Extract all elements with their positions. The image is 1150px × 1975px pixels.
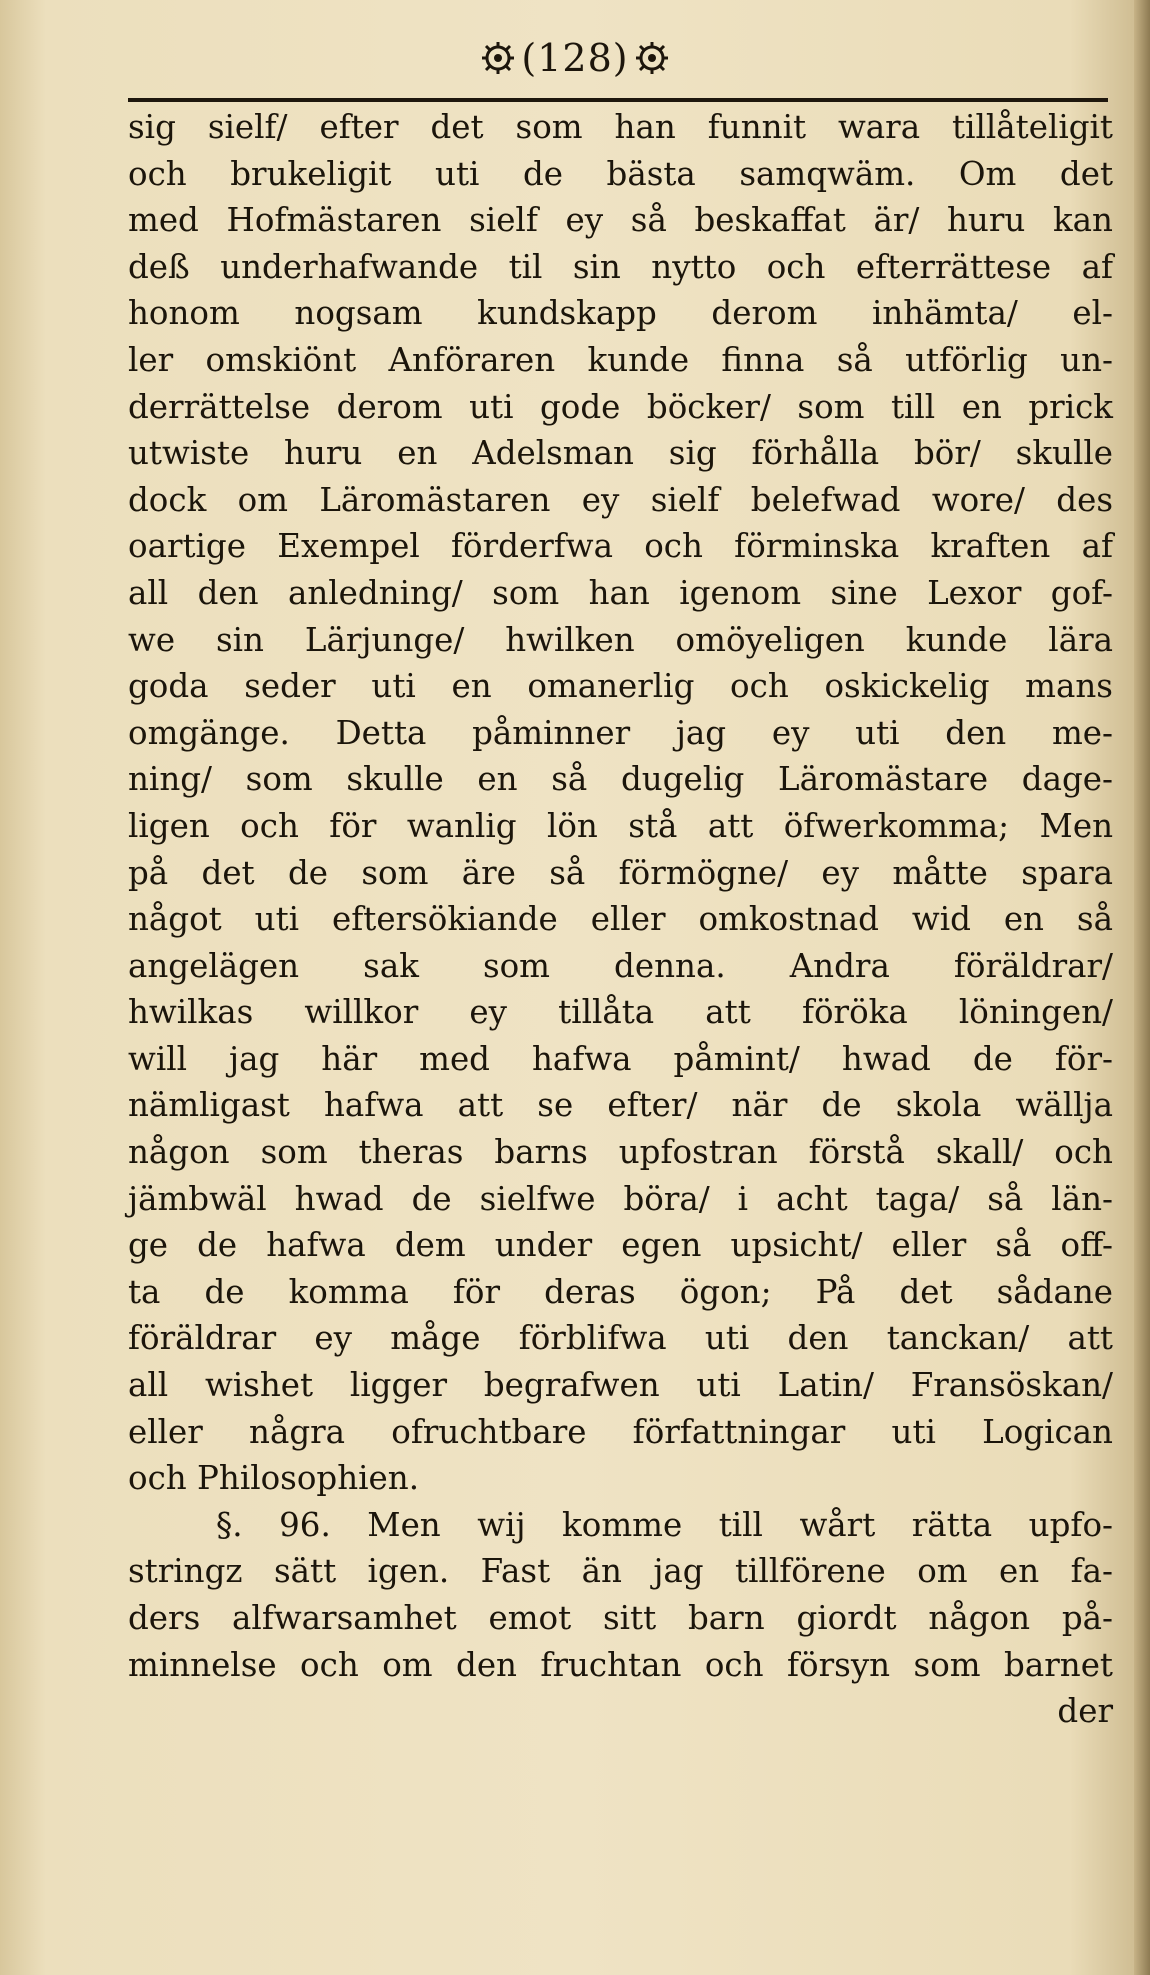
text-line: och Philosophien. <box>128 1459 420 1498</box>
text-line: oartige Exempel förderfwa och förminska kraften af <box>128 527 1113 566</box>
text-line: ge de hafwa dem under egen upsicht/ eller så off- <box>128 1226 1113 1265</box>
fleuron-icon <box>635 41 669 75</box>
text-line: eller några ofruchtbare författningar uti Logican <box>128 1412 1113 1451</box>
text-line: ning/ som skulle en så dugelig Läromästare dage- <box>128 760 1113 799</box>
page-header <box>0 30 1150 86</box>
text-line: stringz sätt igen. Fast än jag tillförene om en fa- <box>128 1552 1113 1591</box>
text-line: we sin Lärjunge/ hwilken omöyeligen kunde lära <box>128 620 1113 659</box>
text-line: derrättelse derom uti gode böcker/ som till en prick <box>128 387 1113 426</box>
text-line: angelägen sak som denna. Andra föräldrar/ <box>128 946 1113 985</box>
text-line: och brukeligit uti de bästa samqwäm. Om det <box>128 154 1113 193</box>
text-line: ders alfwarsamhet emot sitt barn giordt någon på- <box>128 1599 1113 1637</box>
text-line: omgänge. Detta påminner jag ey uti den me- <box>128 713 1113 752</box>
text-line: deß underhafwande til sin nytto och efterrättese af <box>128 247 1113 286</box>
body-text <box>128 104 1113 1735</box>
text-line: nämligast hafwa att se efter/ när de skola wällja <box>128 1086 1113 1125</box>
text-line: goda seder uti en omanerlig och oskickelig mans <box>128 667 1113 706</box>
text-line: med Hofmästaren sielf ey så beskaffat är/ huru kan <box>128 201 1113 240</box>
text-line: will jag här med hafwa påmint/ hwad de för- <box>128 1039 1113 1078</box>
catchword: der <box>1057 1692 1113 1731</box>
text-line: hwilkas willkor ey tillåta att föröka löningen/ <box>128 993 1113 1032</box>
page-number: (128) <box>521 36 629 80</box>
fleuron-icon <box>481 41 515 75</box>
header-rule <box>128 98 1108 102</box>
book-spine-shadow <box>1134 0 1150 1975</box>
text-line: all den anledning/ som han igenom sine Lexor gof- <box>128 573 1113 612</box>
text-line: föräldrar ey måge förblifwa uti den tanckan/ att <box>128 1319 1113 1358</box>
text-line: på det de som äre så förmögne/ ey måtte spara <box>128 853 1113 892</box>
text-line: ta de komma för deras ögon; På det sådane <box>128 1272 1113 1311</box>
text-line: jämbwäl hwad de sielfwe böra/ i acht taga/ så län- <box>128 1179 1113 1218</box>
text-line: all wishet ligger begrafwen uti Latin/ Fransöskan/ <box>128 1366 1113 1405</box>
text-line: honom nogsam kundskapp derom inhämta/ el- <box>128 294 1113 333</box>
text-line: något uti eftersökiande eller omkostnad wid en så <box>128 900 1113 939</box>
text-line: sig sielf/ efter det som han funnit wara tillåteligit <box>128 108 1113 146</box>
text-line: dock om Läromästaren ey sielf belefwad wore/ des <box>128 480 1113 519</box>
text-line: minnelse och om den fruchtan och försyn som barnet <box>128 1645 1113 1684</box>
section-heading-line: §. 96. Men wij komme till wårt rätta upfo- <box>216 1505 1113 1544</box>
text-line: någon som theras barns upfostran förstå skall/ och <box>128 1133 1113 1172</box>
text-line: utwiste huru en Adelsman sig förhålla bör/ skulle <box>128 434 1113 473</box>
text-line: ler omskiönt Anföraren kunde finna så utförlig un- <box>128 340 1113 379</box>
text-line: ligen och för wanlig lön stå att öfwerkomma; Men <box>128 806 1113 845</box>
